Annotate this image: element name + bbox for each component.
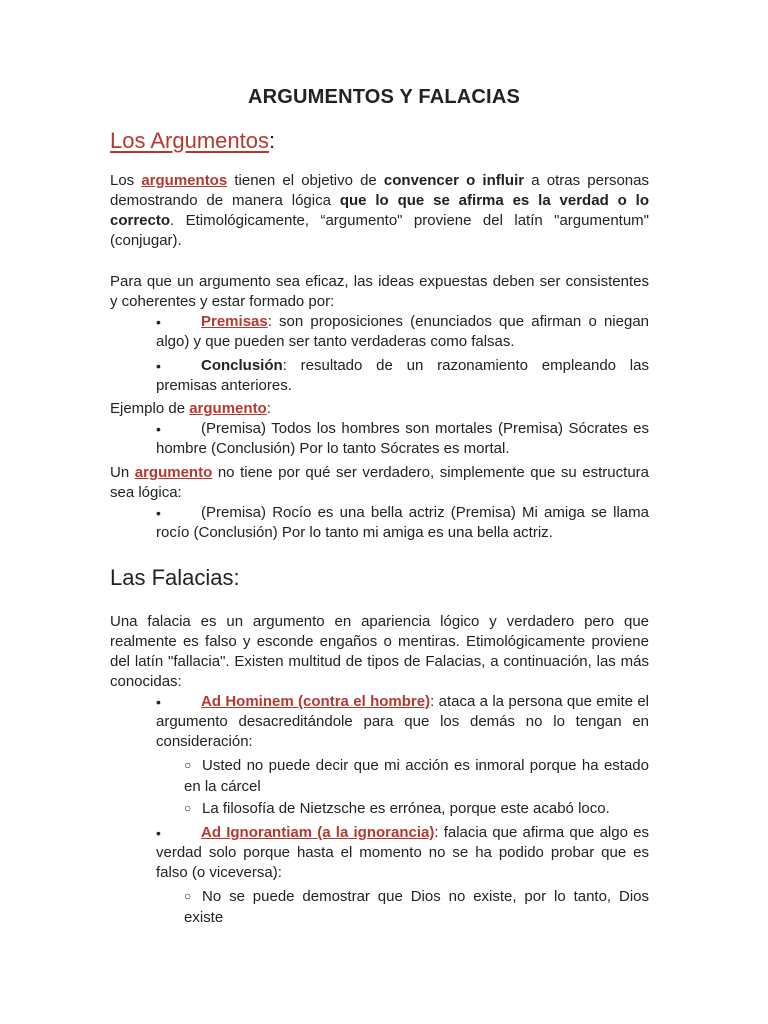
document-title: ARGUMENTOS Y FALACIAS (247, 86, 520, 108)
link-ad-ignorantiam[interactable]: Ad Ignorantiam (a la ignorancia) (201, 824, 435, 841)
list-item-ad-hominem (156, 692, 649, 752)
circle-bullet-icon: ○ (184, 889, 192, 903)
circle-bullet-icon: ○ (184, 758, 192, 772)
text: Ejemplo de (110, 400, 190, 417)
text: Los (110, 172, 142, 189)
text: Usted no puede decir que mi acción es inmoral porque ha estado en la cárcel (184, 757, 649, 795)
section-heading-argumentos (110, 128, 275, 154)
bold-text: convencer o influir (383, 172, 525, 189)
bold-text: Conclusión (201, 357, 283, 374)
bullet-icon: • (156, 358, 161, 374)
list-item-conclusion (156, 356, 649, 396)
sub-item-nietzsche (184, 798, 649, 819)
text: Un (110, 464, 135, 481)
bullet-icon: • (156, 694, 161, 710)
text: : (266, 400, 271, 417)
text: (Premisa) Todos los hombres son mortales (Premisa) Sócrates es hombre (Conclusión) Por lo tanto Sócrates es mortal. (156, 420, 649, 457)
text: no tiene por qué ser verdadero, simplemente que su estructura sea lógica: (110, 464, 649, 501)
paragraph-argumentos-intro (110, 171, 649, 251)
text: No se puede demostrar que Dios no existe, por lo tanto, Dios existe (184, 888, 649, 926)
link-ad-hominem[interactable]: Ad Hominem (contra el hombre) (201, 693, 431, 710)
text: (Premisa) Rocío es una bella actriz (Premisa) Mi amiga se llama rocío (Conclusión) Por lo tanto mi amiga es una bella actriz. (156, 504, 649, 541)
link-premisas[interactable]: Premisas (201, 313, 268, 330)
bold-text: que lo que se afirma es la verdad o lo correcto (110, 192, 649, 229)
list-item-premisas (156, 312, 649, 352)
text: : falacia que afirma que algo es verdad solo porque hasta el momento no se ha podido probar que es falso (o viceversa): (156, 824, 649, 881)
section-heading-falacias: Las Falacias: (110, 565, 240, 590)
link-argumento[interactable]: argumento (189, 400, 267, 417)
text: tienen el objetivo de (227, 172, 384, 189)
link-argumento[interactable]: argumento (134, 464, 213, 481)
paragraph-falacias-intro: Una falacia es un argumento en apariencia lógico y verdadero pero que realmente es falso y esconde engaños o mentiras. Etimológicamente proviene del latín "fallacia". Existen multitud de tipos de Falacias, a continuación, las más conocidas: (110, 613, 649, 690)
bullet-icon: • (156, 421, 161, 437)
text: : ataca a la persona que emite el argumento desacreditándole para que los demás no lo tengan en consideración: (156, 693, 650, 750)
bullet-icon: • (156, 314, 161, 330)
text: : son proposiciones (enunciados que afirman o niegan algo) y que pueden ser tanto verdaderas como falsas. (156, 313, 649, 350)
heading-colon: : (268, 128, 276, 153)
link-argumentos[interactable]: argumentos (141, 172, 228, 189)
text: La filosofía de Nietzsche es errónea, porque este acabó loco. (202, 800, 610, 817)
paragraph-ejemplo (110, 399, 649, 419)
list-item-ejemplo-socrates (156, 419, 649, 459)
list-item-ad-ignorantiam (156, 823, 649, 883)
sub-item-dios (184, 886, 649, 928)
circle-bullet-icon: ○ (184, 801, 192, 815)
section-heading-text: Los Argumentos (110, 128, 269, 153)
paragraph-eficaz: Para que un argumento sea eficaz, las ideas expuestas deben ser consistentes y coherentes y estar formado por: (110, 273, 649, 310)
bullet-icon: • (156, 825, 161, 841)
text: a otras personas demostrando de manera lógica (110, 172, 649, 209)
bullet-icon: • (156, 505, 161, 521)
text: : resultado de un razonamiento empleando las premisas anteriores. (156, 357, 649, 394)
paragraph-estructura (110, 463, 649, 503)
sub-item-carcel (184, 755, 649, 797)
text: . Etimológicamente, “argumento" proviene del latín "argumentum" (conjugar). (110, 212, 649, 249)
list-item-ejemplo-rocio (156, 503, 649, 543)
